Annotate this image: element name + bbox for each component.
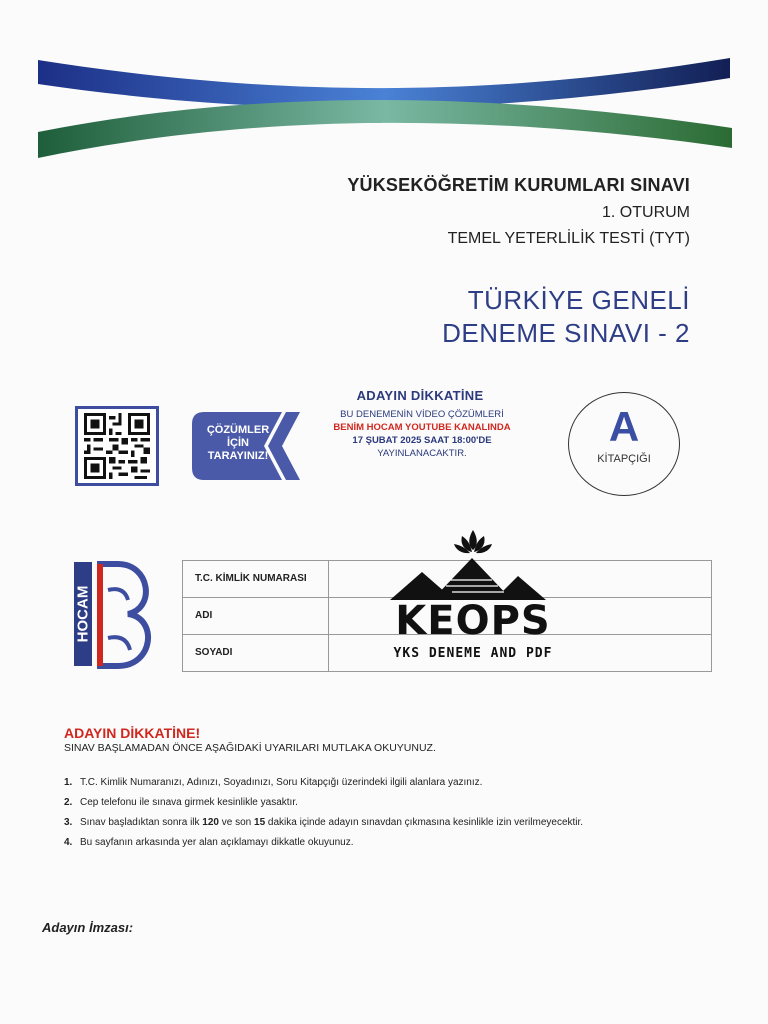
scan-badge-line-1: ÇÖZÜMLER <box>206 424 270 436</box>
booklet-letter: A <box>608 403 640 450</box>
session-label: 1. OTURUM <box>602 204 690 221</box>
rule-bold-last: 15 <box>254 817 266 828</box>
instructions-heading: ADAYIN DİKKATİNE! <box>64 725 201 741</box>
rules-list <box>64 776 724 856</box>
publisher-logo <box>72 560 160 670</box>
surname-label: SOYADI <box>195 647 233 658</box>
rule-number: 3. <box>64 817 73 828</box>
rule-text: Bu sayfanın arkasında yer alan açıklamayı dikkatle okuyunuz. <box>80 837 354 848</box>
header-swoosh-graphic <box>30 50 740 165</box>
notice-line-2: BENİM HOCAM YOUTUBE KANALINDA <box>333 422 511 433</box>
notice-line-3: 17 ŞUBAT 2025 SAAT 18:00'DE <box>352 435 492 446</box>
scan-for-solutions-badge <box>190 410 302 482</box>
rule-number: 2. <box>64 797 73 808</box>
name-label-cell <box>183 598 329 635</box>
rule-text-after: dakika içinde adayın sınavdan çıkmasına kesinlikle izin verilmeyecektir. <box>267 817 584 828</box>
rule-text: Cep telefonu ile sınava girmek kesinlikle yasaktır. <box>80 797 298 808</box>
scan-badge-line-3: TARAYINIZ! <box>207 450 269 462</box>
qr-code-icon[interactable] <box>75 406 159 486</box>
watermark-brand: KEOPS <box>395 598 551 644</box>
subtitle-line-1: TÜRKİYE GENELİ <box>467 285 690 315</box>
booklet-type-circle <box>568 392 680 496</box>
name-label: ADI <box>195 610 213 621</box>
surname-label-cell <box>183 635 329 672</box>
signature-label: Adayın İmzası: <box>42 920 134 935</box>
lotus-icon <box>454 530 492 553</box>
booklet-label: KİTAPÇIĞI <box>597 453 651 465</box>
rule-bold-first: 120 <box>202 817 219 828</box>
notice-title: ADAYIN DİKKATİNE <box>356 388 484 403</box>
rule-number: 1. <box>64 777 73 788</box>
subtitle-line-2: DENEME SINAVI - 2 <box>442 318 690 348</box>
scan-badge-line-2: İÇİN <box>227 437 249 449</box>
instructions-subheading: SINAV BAŞLAMADAN ÖNCE AŞAĞIDAKİ UYARILARI MUTLAKA OKUYUNUZ. <box>64 742 436 754</box>
rule-item <box>64 776 724 796</box>
exam-header <box>347 175 690 248</box>
notice-line-4: YAYINLANACAKTIR. <box>377 448 467 459</box>
rule-text-before: Sınav başladıktan sonra ilk <box>80 817 200 828</box>
tc-number-label: T.C. KİMLİK NUMARASI <box>195 573 307 584</box>
rule-text: T.C. Kimlik Numaranızı, Adınızı, Soyadınızı, Soru Kitapçığı üzerindeki ilgili alanlara yazınız. <box>80 777 483 788</box>
notice-text <box>310 408 534 460</box>
exam-title: YÜKSEKÖĞRETİM KURUMLARI SINAVI <box>347 175 690 195</box>
rule-number: 4. <box>64 837 73 848</box>
rule-item <box>64 836 724 856</box>
scan-badge-text <box>198 424 278 463</box>
notice-line-1: BU DENEMENİN VİDEO ÇÖZÜMLERİ <box>340 409 504 420</box>
tc-number-label-cell <box>183 561 329 598</box>
rule-text-middle: ve son <box>221 817 252 828</box>
rule-item <box>64 796 724 816</box>
pyramids-icon <box>390 558 546 600</box>
publisher-logo-text: HOCAM <box>74 585 92 643</box>
test-name: TEMEL YETERLİLİK TESTİ (TYT) <box>447 230 690 247</box>
watermark-subtitle: YKS DENEME AND PDF <box>393 646 553 661</box>
rule-item <box>64 816 724 836</box>
